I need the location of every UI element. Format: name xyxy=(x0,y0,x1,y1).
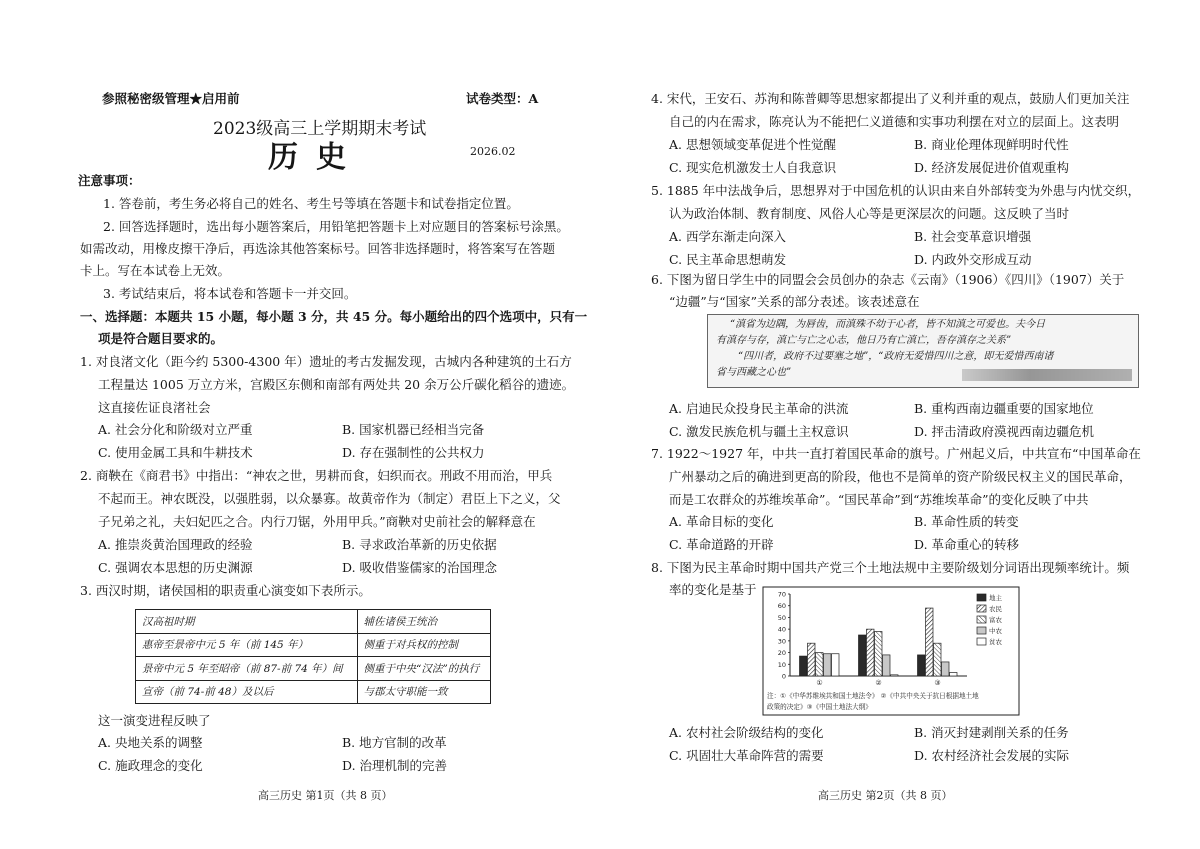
question-2-text: 不起而王。神农既没，以强胜弱，以众暴寡。故黄帝作为（制定）君臣上下之义，父 xyxy=(98,491,561,506)
question-1-text: 1. 对良渚文化（距今约 5300-4300 年）遗址的考古发掘发现，古城内各种建筑的土石方 xyxy=(80,354,572,369)
option-b: B. 商业伦理体现鲜明时代性 xyxy=(914,137,1069,152)
x-tick-label: ① xyxy=(816,679,823,687)
option-c: C. 强调农本思想的历史渊源 xyxy=(98,560,253,575)
option-d: D. 治理机制的完善 xyxy=(342,758,448,773)
quote-line: “滇省为边隅，为唇齿，而滇殊不幼于心者，皆不知滇之可爱也。夫今日 xyxy=(730,319,1046,330)
question-3-text: 这一演变进程反映了 xyxy=(98,713,211,728)
legend-swatch xyxy=(977,594,986,601)
x-tick-label: ③ xyxy=(934,679,941,687)
legend-swatch xyxy=(977,638,986,645)
chart-note: 政策的决定》③《中国土地法大纲》 xyxy=(767,703,872,711)
bar xyxy=(816,653,824,676)
y-tick-label: 60 xyxy=(777,602,786,611)
question-8-text: 率的变化是基于 xyxy=(669,582,757,597)
legend-label: 农民 xyxy=(989,605,1002,613)
bar xyxy=(918,655,926,676)
option-b: B. 寻求政治革新的历史依据 xyxy=(342,537,497,552)
bar xyxy=(867,629,875,676)
question-8-chart xyxy=(762,586,1020,716)
option-a: A. 央地关系的调整 xyxy=(98,735,203,750)
question-4-text: 自己的内在需求，陈亮认为不能把仁义道德和实事功利摆在对立的层面上。这表明 xyxy=(669,114,1120,129)
option-c: C. 民主革命思想萌发 xyxy=(669,252,787,267)
y-tick-label: 20 xyxy=(777,649,786,658)
section-heading: 一、选择题：本题共 15 小题，每小题 3 分，共 45 分。每小题给出的四个选项中，只有一 xyxy=(80,309,588,324)
option-b: B. 地方官制的改革 xyxy=(342,735,447,750)
bar xyxy=(942,662,950,676)
question-8-text: 8. 下图为民主革命时期中国共产党三个土地法规中主要阶级划分词语出现频率统计。频 xyxy=(651,560,1130,575)
legend-swatch xyxy=(977,605,986,612)
question-6-quote-image xyxy=(707,314,1139,388)
option-a: A. 思想领域变革促进个性觉醒 xyxy=(669,137,836,152)
paper-type: 试卷类型：A xyxy=(466,91,539,106)
option-c: C. 革命道路的开辟 xyxy=(669,537,774,552)
legend-label: 中农 xyxy=(989,627,1002,635)
bar xyxy=(950,672,958,676)
question-2-text: 子兄弟之礼，夫妇妃匹之合。内行刀锯，外用甲兵。”商鞅对史前社会的解释意在 xyxy=(98,514,536,529)
subject-title: 历史 xyxy=(268,140,364,175)
option-a: A. 推崇炎黄治国理政的经验 xyxy=(98,537,253,552)
option-d: D. 存在强制性的公共权力 xyxy=(342,445,485,460)
option-b: B. 重构西南边疆重要的国家地位 xyxy=(914,401,1094,416)
option-d: D. 农村经济社会发展的实际 xyxy=(914,748,1070,763)
option-b: B. 社会变革意识增强 xyxy=(914,229,1032,244)
x-tick-label: ② xyxy=(875,679,882,687)
legend-swatch xyxy=(977,616,986,623)
bar xyxy=(891,675,899,676)
option-b: B. 消灭封建剥削关系的任务 xyxy=(914,725,1069,740)
y-tick-label: 10 xyxy=(777,660,786,669)
bar xyxy=(875,631,883,676)
notice-line: 如需改动，用橡皮擦干净后，再选涂其他答案标号。回答非选择题时，将答案写在答题 xyxy=(80,241,556,256)
table-cell: 侧重于对兵权的控制 xyxy=(357,633,491,657)
table-row xyxy=(136,657,491,681)
option-c: C. 巩固壮大革命阵营的需要 xyxy=(669,748,824,763)
chart-note: 注：①《中华苏维埃共和国土地法令》 ②《中共中央关于抗日根据地土地 xyxy=(767,692,979,700)
y-tick-label: 50 xyxy=(777,613,786,622)
option-a: A. 社会分化和阶级对立严重 xyxy=(98,422,253,437)
question-4-text: 4. 宋代，王安石、苏洵和陈普卿等思想家都提出了义利并重的观点，鼓励人们更加关注 xyxy=(651,91,1130,106)
bar xyxy=(800,656,808,676)
legend-label: 贫农 xyxy=(989,638,1002,646)
bar xyxy=(824,654,832,676)
option-d: D. 抨击清政府漠视西南边疆危机 xyxy=(914,424,1095,439)
option-a: A. 农村社会阶级结构的变化 xyxy=(669,725,824,740)
option-b: B. 国家机器已经相当完备 xyxy=(342,422,485,437)
option-b: B. 革命性质的转变 xyxy=(914,514,1019,529)
option-c: C. 施政理念的变化 xyxy=(98,758,203,773)
question-2-text: 2. 商鞅在《商君书》中指出：“神农之世，男耕而食，妇织而衣。刑政不用而治，甲兵 xyxy=(80,468,553,483)
bar xyxy=(808,643,816,676)
page-footer: 高三历史 第1页（共 8 页） xyxy=(258,789,393,802)
question-3-text: 3. 西汉时期，诸侯国相的职责重心演变如下表所示。 xyxy=(80,583,371,598)
option-a: A. 西学东渐走向深入 xyxy=(669,229,786,244)
bar xyxy=(934,643,942,676)
question-7-text: 而是工农群众的苏维埃革命”。“国民革命”到“苏维埃革命”的变化反映了中共 xyxy=(669,492,1089,507)
table-cell: 辅佐诸侯王统治 xyxy=(357,610,491,634)
option-c: C. 使用金属工具和牛耕技术 xyxy=(98,445,253,460)
bar xyxy=(859,635,867,676)
y-tick-label: 70 xyxy=(777,590,786,599)
y-tick-label: 40 xyxy=(777,625,786,634)
table-cell: 侧重于中央“汉法”的执行 xyxy=(357,657,491,681)
question-6-text: “边疆”与“国家”关系的部分表述。该表述意在 xyxy=(669,294,920,309)
question-5-text: 5. 1885 年中法战争后，思想界对于中国危机的认识由来自外部转变为外患与内忧交织， xyxy=(651,183,1141,198)
quote-line: 有滇存与存，滇亡与亡之心志，他日乃有亡滇亡，吾存滇存之关系” xyxy=(716,335,1012,346)
page-footer: 高三历史 第2页（共 8 页） xyxy=(818,789,953,802)
table-cell: 汉高祖时期 xyxy=(136,610,358,634)
option-d: D. 经济发展促进价值观重构 xyxy=(914,160,1070,175)
option-d: D. 吸收借鉴儒家的治国理念 xyxy=(342,560,498,575)
option-c: C. 现实危机激发士人自我意识 xyxy=(669,160,837,175)
option-c: C. 激发民族危机与疆土主权意识 xyxy=(669,424,849,439)
question-7-text: 7. 1922～1927 年，中共一直打着国民革命的旗号。广州起义后，中共宣布“中国革命在 xyxy=(651,446,1141,461)
bar xyxy=(832,654,840,676)
question-3-table xyxy=(135,609,491,704)
quote-line: “四川者，政府不过要塞之地”，“政府无爱惜四川之意，即无爱惜西南诸 xyxy=(738,351,1054,362)
legend-label: 富农 xyxy=(989,616,1002,624)
table-cell: 与郡太守职能一致 xyxy=(357,680,491,704)
y-tick-label: 0 xyxy=(781,672,786,681)
question-5-text: 认为政治体制、教育制度、风俗人心等是更深层次的问题。这反映了当时 xyxy=(669,206,1070,221)
exam-date: 2026.02 xyxy=(470,145,516,158)
table-row xyxy=(136,680,491,704)
legend-swatch xyxy=(977,627,986,634)
table-cell: 惠帝至景帝中元 5 年（前 145 年） xyxy=(136,633,358,657)
table-row xyxy=(136,610,491,634)
notice-line: 2. 回答选择题时，选出每小题答案后，用铅笔把答题卡上对应题目的答案标号涂黑。 xyxy=(103,219,569,234)
scan-smudge xyxy=(962,369,1132,381)
quote-line: 省与西藏之心也” xyxy=(716,367,792,378)
question-6-text: 6. 下图为留日学生中的同盟会会员创办的杂志《云南》（1906）《四川》（1907）关于 xyxy=(651,272,1125,287)
bar xyxy=(926,608,934,676)
notice-line: 1. 答卷前，考生务必将自己的姓名、考生号等填在答题卡和试卷指定位置。 xyxy=(103,196,519,211)
option-d: D. 革命重心的转移 xyxy=(914,537,1020,552)
table-row xyxy=(136,633,491,657)
exam-title: 2023级高三上学期期末考试 xyxy=(213,119,427,139)
notice-line: 卡上。写在本试卷上无效。 xyxy=(80,263,231,278)
question-7-text: 广州暴动之后的确进到更高的阶段，他也不是简单的资产阶级民权主义的国民革命， xyxy=(669,469,1132,484)
notice-heading: 注意事项： xyxy=(78,173,141,188)
option-a: A. 启迪民众投身民主革命的洪流 xyxy=(669,401,849,416)
table-cell: 景帝中元 5 年至昭帝（前 87-前 74 年）间 xyxy=(136,657,358,681)
bar xyxy=(883,655,891,676)
table-cell: 宣帝（前 74-前 48）及以后 xyxy=(136,680,358,704)
option-a: A. 革命目标的变化 xyxy=(669,514,774,529)
section-heading: 项是符合题目要求的。 xyxy=(98,331,224,346)
y-tick-label: 30 xyxy=(777,637,786,646)
option-d: D. 内政外交形成互动 xyxy=(914,252,1032,267)
question-1-text: 工程量达 1005 万立方米，宫殿区东侧和南部有两处共 20 余万公斤碳化稻谷的遗迹。 xyxy=(98,377,575,392)
question-1-text: 这直接佐证良渚社会 xyxy=(98,400,211,415)
legend-label: 地主 xyxy=(989,594,1002,602)
confidential-label: 参照秘密级管理★启用前 xyxy=(102,91,240,106)
notice-line: 3. 考试结束后，将本试卷和答题卡一并交回。 xyxy=(103,286,357,301)
